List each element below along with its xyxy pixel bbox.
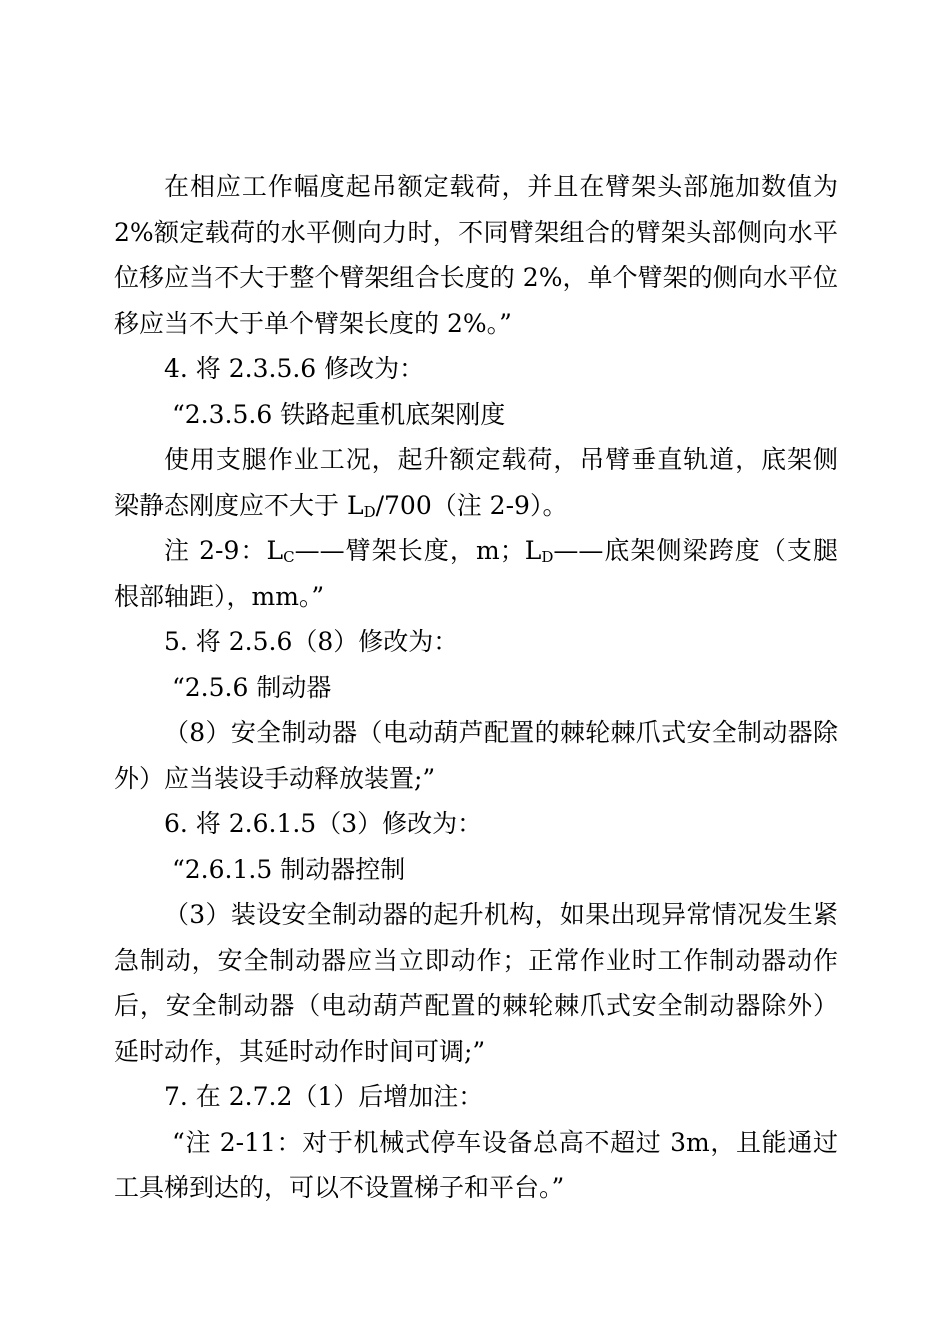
paragraph-safety-brake-control: （3）装设安全制动器的起升机构，如果出现异常情况发生紧急制动，安全制动器应当立即动作；正常作业时工作制动器动作后，安全制动器（电动葫芦配置的棘轮棘爪式安全制动器除外）延时动作，其延时动作时间可调;” xyxy=(114,900,838,1066)
note-2-9-part-c: ——底架侧梁跨度（支腿根部轴距），mm。” xyxy=(114,536,838,611)
item-4-heading: 4. 将 2.3.5.6 修改为： xyxy=(164,354,425,383)
subscript-d-2: D xyxy=(541,548,554,566)
clause-2-5-6-title: “2.5.6 制动器 xyxy=(172,672,332,702)
note-2-9 xyxy=(114,528,838,619)
subscript-c: C xyxy=(283,548,295,566)
paragraph-boom-lateral-displacement: 在相应工作幅度起吊额定载荷，并且在臂架头部施加数值为2%额定载荷的水平侧向力时，不同臂架组合的臂架头部侧向水平位移应当不大于整个臂架组合长度的 2%，单个臂架的侧向水平位移应当不大于单个臂架长度的 2%。” xyxy=(114,172,838,338)
item-5-heading: 5. 将 2.5.6（8）修改为： xyxy=(164,627,459,656)
note-2-9-part-b: ——臂架长度，m；L xyxy=(294,536,542,565)
chassis-stiffness-text-pre: 使用支腿作业工况，起升额定载荷，吊臂垂直轨道，底架侧梁静态刚度应不大于 L xyxy=(114,445,838,520)
paragraph-safety-brake-release: （8）安全制动器（电动葫芦配置的棘轮棘爪式安全制动器除外）应当装设手动释放装置;” xyxy=(114,718,838,793)
item-7-heading: 7. 在 2.7.2（1）后增加注： xyxy=(164,1082,484,1111)
document-body xyxy=(114,164,838,1211)
clause-2-3-5-6-title: “2.3.5.6 铁路起重机底架刚度 xyxy=(172,399,506,429)
paragraph-chassis-stiffness xyxy=(114,437,838,528)
chassis-stiffness-text-post: /700（注 2-9）。 xyxy=(375,490,568,520)
subscript-d: D xyxy=(363,502,376,521)
note-2-9-part-a: 注 2-9：L xyxy=(164,536,284,565)
clause-2-6-1-5-title: “2.6.1.5 制动器控制 xyxy=(172,854,406,884)
item-6-heading: 6. 将 2.6.1.5（3）修改为： xyxy=(164,809,483,838)
note-2-11: “注 2-11：对于机械式停车设备总高不超过 3m，且能通过工具梯到达的，可以不设置梯子和平台。” xyxy=(114,1127,838,1202)
